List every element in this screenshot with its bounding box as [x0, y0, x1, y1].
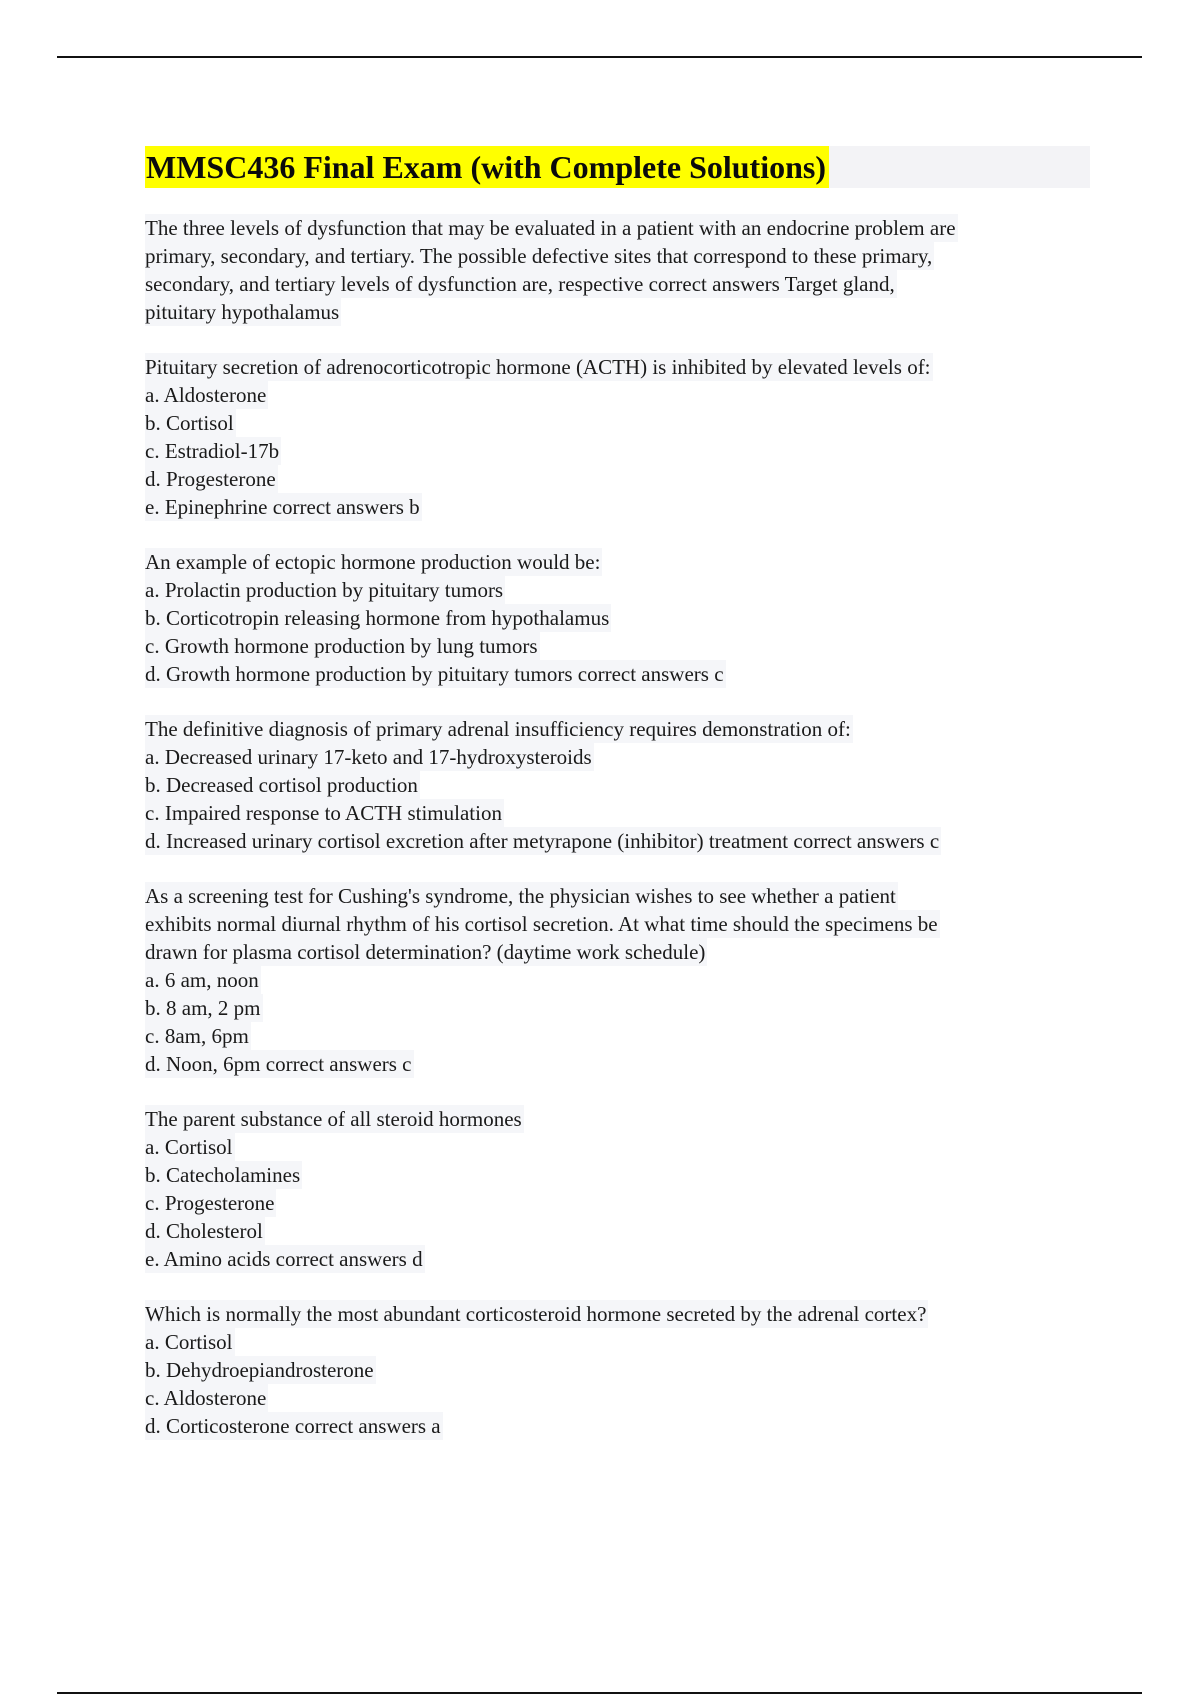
title-band — [145, 146, 1090, 188]
option-line: b. Decreased cortisol production — [145, 773, 418, 797]
document-body — [145, 146, 1090, 1467]
option-line: a. Cortisol — [145, 1330, 233, 1354]
question-line: The parent substance of all steroid hormones — [145, 1107, 522, 1131]
option-line: a. 6 am, noon — [145, 968, 259, 992]
question-line: drawn for plasma cortisol determination? (daytime work schedule) — [145, 940, 706, 964]
question-line: As a screening test for Cushing's syndrome, the physician wishes to see whether a patient — [145, 884, 896, 908]
option-line: a. Decreased urinary 17-keto and 17-hydroxysteroids — [145, 745, 592, 769]
top-rule — [57, 56, 1142, 58]
option-line: b. 8 am, 2 pm — [145, 996, 261, 1020]
option-line: b. Cortisol — [145, 411, 234, 435]
option-line: a. Aldosterone — [145, 383, 267, 407]
option-line: e. Amino acids correct answers d — [145, 1247, 423, 1271]
option-line: d. Corticosterone correct answers a — [145, 1414, 441, 1438]
question-line: secondary, and tertiary levels of dysfunction are, respective correct answers Target gland, — [145, 272, 895, 296]
question-block-7 — [145, 1300, 1090, 1440]
option-line: d. Cholesterol — [145, 1219, 263, 1243]
option-line: d. Progesterone — [145, 467, 276, 491]
bottom-rule — [57, 1692, 1142, 1694]
option-line: c. Progesterone — [145, 1191, 275, 1215]
option-line: d. Increased urinary cortisol excretion after metyrapone (inhibitor) treatment correct answers c — [145, 829, 940, 853]
option-line: b. Corticotropin releasing hormone from hypothalamus — [145, 606, 610, 630]
option-line: b. Catecholamines — [145, 1163, 301, 1187]
option-line: c. Growth hormone production by lung tumors — [145, 634, 538, 658]
option-line: d. Growth hormone production by pituitary tumors correct answers c — [145, 662, 724, 686]
question-block-4 — [145, 715, 1090, 855]
question-line: The three levels of dysfunction that may be evaluated in a patient with an endocrine problem are — [145, 216, 956, 240]
question-line: Pituitary secretion of adrenocorticotropic hormone (ACTH) is inhibited by elevated levels of: — [145, 355, 931, 379]
option-line: c. Estradiol-17b — [145, 439, 280, 463]
question-line: exhibits normal diurnal rhythm of his cortisol secretion. At what time should the specimens be — [145, 912, 938, 936]
option-line: c. Aldosterone — [145, 1386, 267, 1410]
question-block-5 — [145, 882, 1090, 1078]
option-line: c. Impaired response to ACTH stimulation — [145, 801, 502, 825]
option-line: e. Epinephrine correct answers b — [145, 495, 420, 519]
question-block-1 — [145, 214, 1090, 326]
question-block-2 — [145, 353, 1090, 521]
question-block-6 — [145, 1105, 1090, 1273]
question-line: An example of ectopic hormone production would be: — [145, 550, 601, 574]
document-title: MMSC436 Final Exam (with Complete Solutions) — [145, 146, 829, 188]
question-line: The definitive diagnosis of primary adrenal insufficiency requires demonstration of: — [145, 717, 851, 741]
option-line: b. Dehydroepiandrosterone — [145, 1358, 374, 1382]
option-line: c. 8am, 6pm — [145, 1024, 249, 1048]
question-line: primary, secondary, and tertiary. The possible defective sites that correspond to these primary, — [145, 244, 933, 268]
option-line: a. Prolactin production by pituitary tumors — [145, 578, 504, 602]
option-line: a. Cortisol — [145, 1135, 233, 1159]
question-line: Which is normally the most abundant corticosteroid hormone secreted by the adrenal cortex? — [145, 1302, 927, 1326]
question-line: pituitary hypothalamus — [145, 300, 340, 324]
option-line: d. Noon, 6pm correct answers c — [145, 1052, 412, 1076]
question-block-3 — [145, 548, 1090, 688]
